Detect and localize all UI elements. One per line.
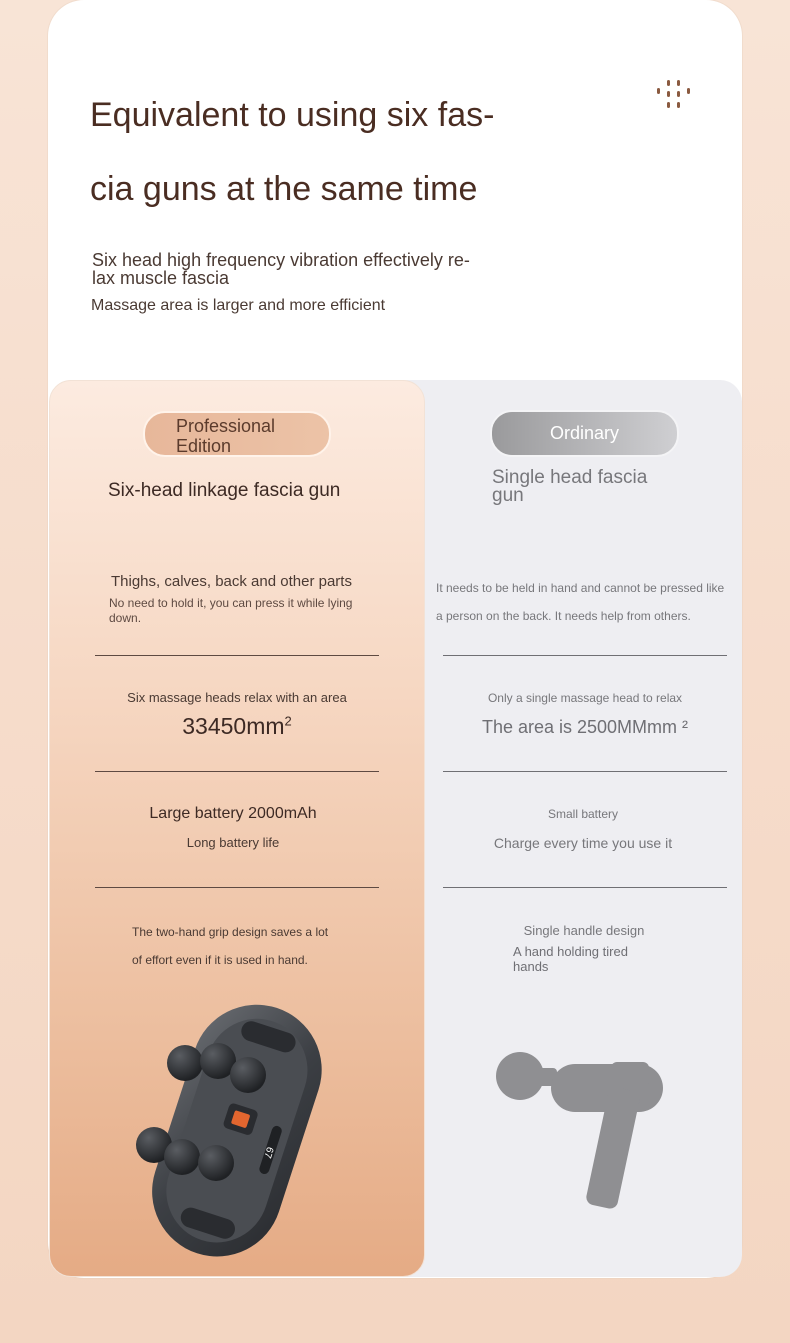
title-line-1: Equivalent to using six fas- bbox=[90, 96, 495, 134]
ord-handle-sub-line-2: hands bbox=[513, 959, 549, 974]
pro-battery-sub: Long battery life bbox=[186, 835, 280, 850]
ord-row1-line-2: a person on the back. It needs help from others. bbox=[436, 609, 691, 623]
pro-divider-1 bbox=[95, 655, 379, 656]
pro-divider-2 bbox=[95, 771, 379, 772]
professional-title: Six-head linkage fascia gun bbox=[108, 480, 341, 501]
ordinary-badge: Ordinary bbox=[490, 410, 679, 457]
six-head-massager-image bbox=[130, 995, 340, 1265]
title-line-2: cia guns at the same time bbox=[90, 170, 478, 208]
subtitle-description bbox=[92, 251, 482, 287]
ord-battery-sub: Charge every time you use it bbox=[493, 835, 673, 851]
pro-area-sup: 2 bbox=[284, 713, 292, 729]
ord-handle-sub-line-1: A hand holding tired bbox=[513, 944, 628, 959]
pro-divider-3 bbox=[95, 887, 379, 888]
pro-area-number: 33450mm bbox=[182, 713, 285, 739]
pro-row1-sub bbox=[109, 596, 379, 626]
ordinary-title-line-2: gun bbox=[492, 485, 524, 506]
device-display: 67 bbox=[261, 1145, 276, 1160]
dots-grid-icon bbox=[654, 78, 698, 114]
pro-area-value bbox=[95, 713, 379, 740]
subtitle-line-1: Six head high frequency vibration effectively re- bbox=[92, 250, 470, 270]
pro-row1-sub-line-2: down. bbox=[109, 611, 142, 625]
subtitle-line-2: lax muscle fascia bbox=[92, 268, 230, 288]
ord-battery-main: Small battery bbox=[547, 807, 619, 821]
badge-line-1: Professional bbox=[176, 416, 276, 436]
ord-row1-line-1: It needs to be held in hand and cannot be pressed like bbox=[436, 581, 725, 595]
pro-row2-main: Six massage heads relax with an area bbox=[127, 690, 347, 705]
pro-grip-line-2: of effort even if it is used in hand. bbox=[132, 953, 308, 967]
page-title bbox=[90, 78, 530, 226]
ord-divider-2 bbox=[443, 771, 727, 772]
badge-line-2: Edition bbox=[176, 436, 232, 456]
ord-area-value: The area is 2500MMmm ² bbox=[481, 717, 689, 737]
ord-handle-sub bbox=[513, 944, 673, 974]
pro-battery-main: Large battery 2000mAh bbox=[149, 805, 317, 822]
ordinary-title-line-1: Single head fascia bbox=[492, 467, 648, 488]
ord-handle-main: Single handle design bbox=[523, 923, 645, 938]
ord-divider-3 bbox=[443, 887, 727, 888]
ord-row2-main: Only a single massage head to relax bbox=[487, 691, 683, 705]
single-head-gun-image bbox=[493, 1050, 675, 1212]
pro-row1-main: Thighs, calves, back and other parts bbox=[111, 573, 352, 590]
subtitle-efficiency: Massage area is larger and more efficient bbox=[91, 297, 386, 314]
pro-row1-sub-line-1: No need to hold it, you can press it while lying bbox=[109, 596, 353, 610]
professional-edition-badge bbox=[143, 411, 331, 457]
ord-divider-1 bbox=[443, 655, 727, 656]
ordinary-title bbox=[492, 469, 692, 505]
ord-row1-text bbox=[436, 574, 736, 630]
pro-grip-line-1: The two-hand grip design saves a lot bbox=[132, 925, 329, 939]
pro-grip-text bbox=[132, 918, 372, 974]
